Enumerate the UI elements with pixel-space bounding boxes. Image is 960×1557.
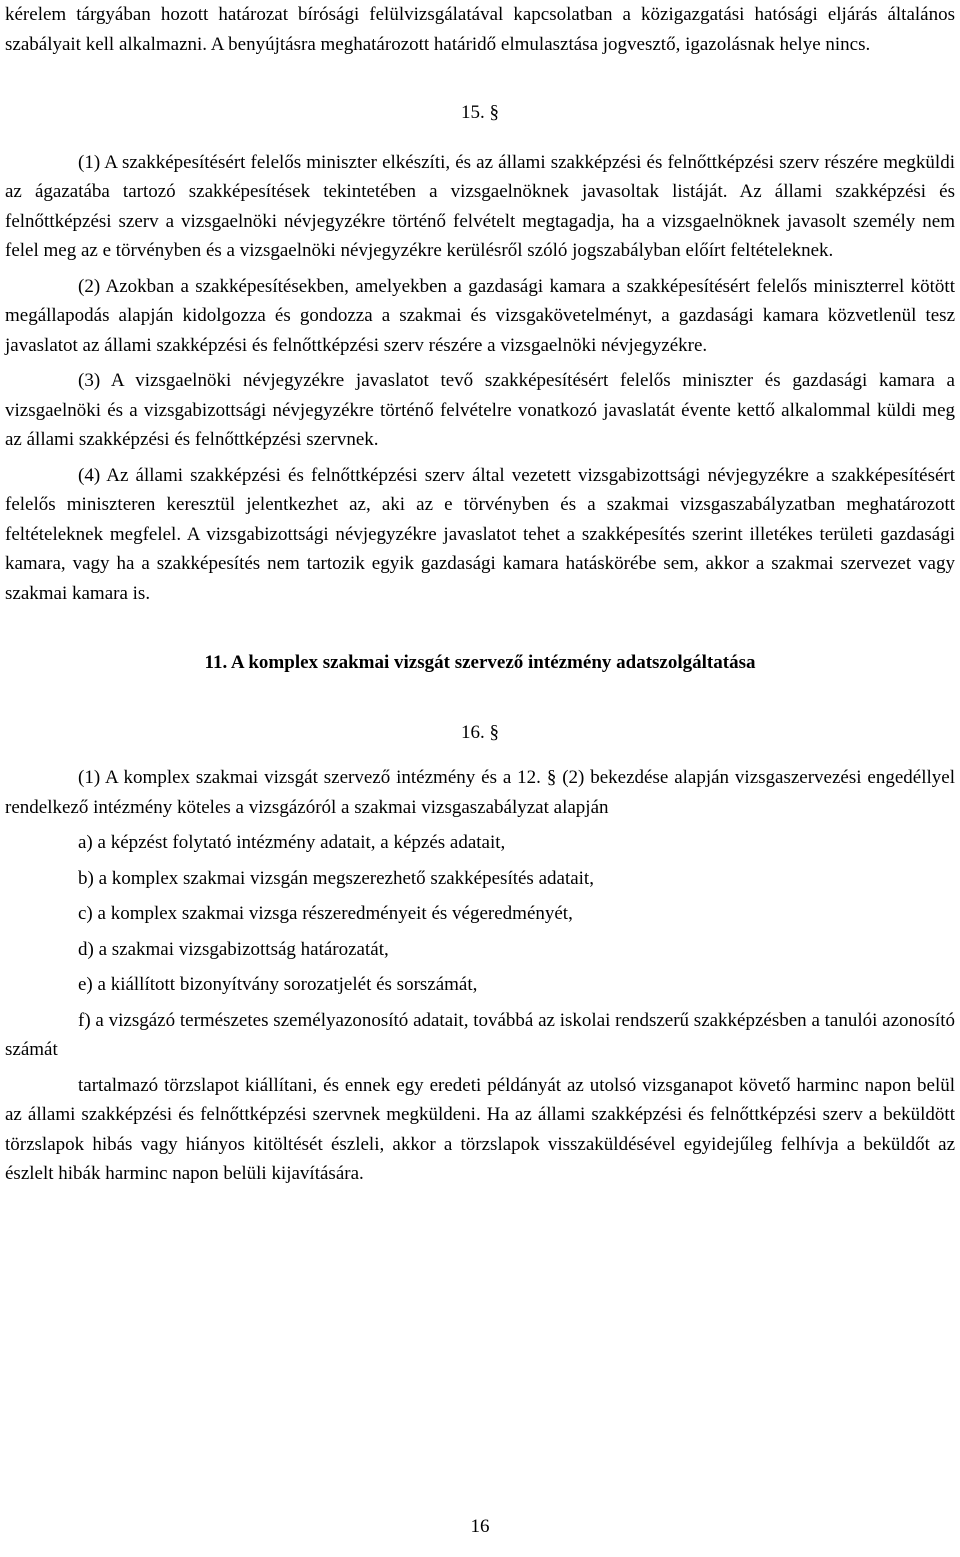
page-number: 16 xyxy=(470,1516,490,1537)
list-item-b: b) a komplex szakmai vizsgán megszerezhető szakképesítés adatait, xyxy=(78,867,594,889)
section-15-paragraph-2: (2) Azokban a szakképesítésekben, amelyekben a gazdasági kamara a szakképesítésért felelős miniszterrel kötött megállapodás alapján kidolgozza és gondozza a szakmai és vizsgakövetelményt, a gazdasági kamara közvetlenül tesz javaslatot az állami szakképzési és felnőttképzési szerv részére a vizsgaelnöki névjegyzékre. xyxy=(5,275,955,356)
section-16-closing-paragraph: tartalmazó törzslapot kiállítani, és ennek egy eredeti példányát az utolsó vizsganapot követő harminc napon belül az állami szakképzési és felnőttképzési szervnek megküldeni. Ha az állami szakképzési és felnőttképzési szerv a beküldött törzslapok hibás vagy hiányos kitöltését észleli, akkor a törzslapok visszaküldésével egyidejűleg felhívja a beküldőt az észlelt hibák harminc napon belüli kijavítására. xyxy=(5,1074,955,1184)
section-16-number: 16. § xyxy=(461,721,499,743)
section-15-paragraph-4: (4) Az állami szakképzési és felnőttképzési szerv által vezetett vizsgabizottsági névjegyzékre a szakképesítésért felelős miniszteren keresztül jelentkezhet az, aki az e törvényben és a szakmai vizsgaszabályzatban meghatározott feltételeknek megfelel. A vizsgabizottsági névjegyzékre javaslatot tehet a szakképesítés szerint illetékes területi gazdasági kamara, vagy ha a szakképesítés nem tartozik egyik gazdasági kamara hatáskörébe sem, akkor a szakmai szervezet vagy szakmai kamara is. xyxy=(5,464,955,604)
list-item-f: f) a vizsgázó természetes személyazonosító adatait, továbbá az iskolai rendszerű szakképzésben a tanulói azonosító számát xyxy=(5,1009,955,1060)
list-item-a: a) a képzést folytató intézmény adatait, a képzés adatait, xyxy=(78,832,506,853)
section-15-number: 15. § xyxy=(461,102,499,123)
section-15-paragraph-1: (1) A szakképesítésért felelős miniszter elkészíti, és az állami szakképzési és felnőttképzési szerv részére megküldi az ágazatába tartozó szakképesítések tekintetében a vizsgaelnöknek javasoltak listáját. Az állami szakképzési és felnőttképzési szerv a vizsgaelnöki névjegyzékre történő felvételt megtagadja, ha a vizsgaelnöknek javasolt személy nem felel meg az e törvényben és a vizsgaelnöki névjegyzékre kerülésről szóló jogszabályban előírt feltételeknek. xyxy=(5,151,955,261)
list-item-e: e) a kiállított bizonyítvány sorozatjelét és sorszámát, xyxy=(78,974,478,995)
section-16-paragraph-1: (1) A komplex szakmai vizsgát szervező intézmény és a 12. § (2) bekezdése alapján vizsgaszervezési engedéllyel rendelkező intézmény köteles a vizsgázóról a szakmai vizsgaszabályzat alapján xyxy=(5,767,955,818)
list-item-d: d) a szakmai vizsgabizottság határozatát, xyxy=(78,938,389,960)
section-15-paragraph-3: (3) A vizsgaelnöki névjegyzékre javaslatot tevő szakképesítésért felelős miniszter és gazdasági kamara a vizsgaelnöki és a vizsgabizottsági névjegyzékre történő felvételre vonatkozó javaslatát évente kettő alkalommal küldi meg az állami szakképzési és felnőttképzési szervnek. xyxy=(5,370,955,450)
list-item-c: c) a komplex szakmai vizsga részeredményeit és végeredményét, xyxy=(78,903,573,924)
intro-paragraph: kérelem tárgyában hozott határozat bírósági felülvizsgálatával kapcsolatban a közigazgatási hatósági eljárás általános szabályait kell alkalmazni. A benyújtásra meghatározott határidő elmulasztása jogvesztő, igazolásnak helye nincs. xyxy=(5,4,955,55)
chapter-heading: 11. A komplex szakmai vizsgát szervező intézmény adatszolgáltatása xyxy=(204,652,756,673)
document-page xyxy=(5,0,955,1189)
